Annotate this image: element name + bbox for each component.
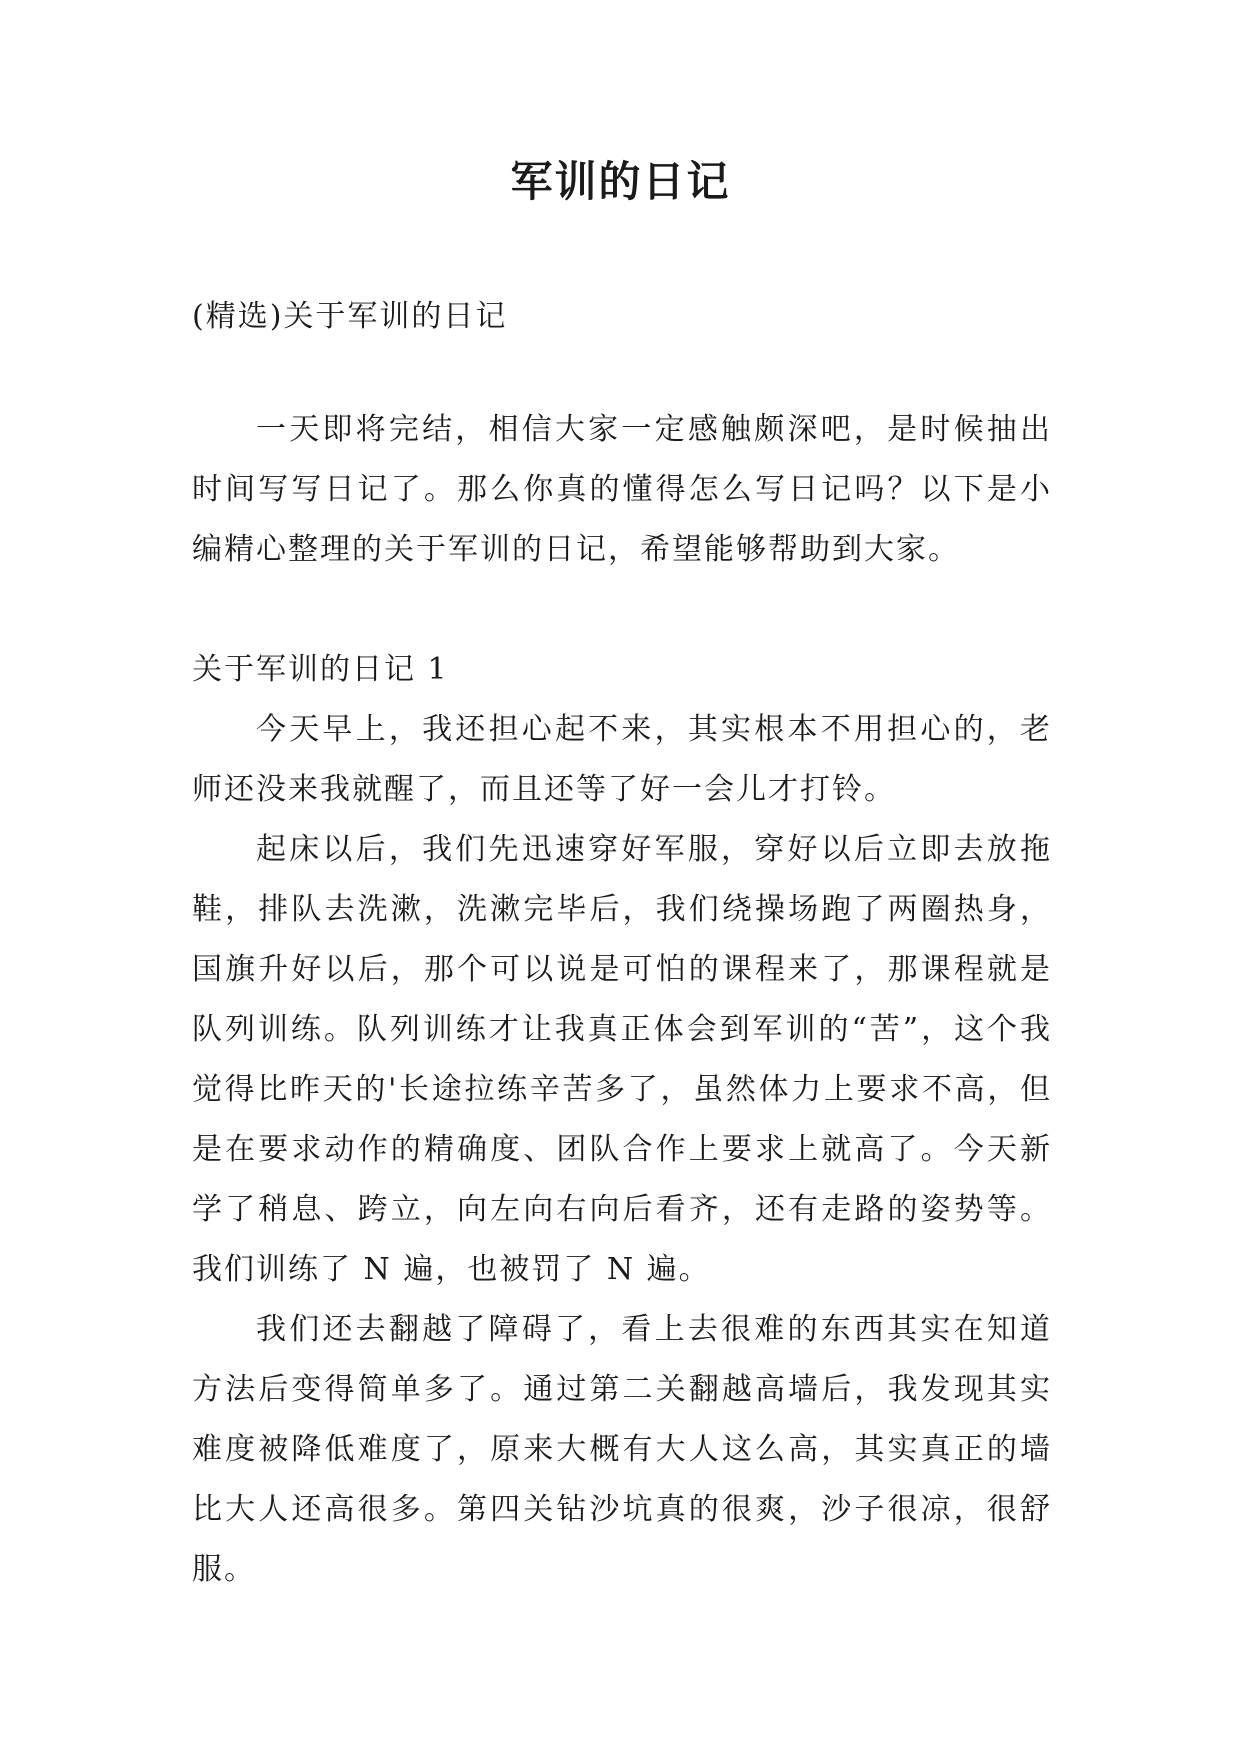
section-heading: 关于军训的日记 1 (192, 652, 449, 687)
diary-section (192, 640, 1052, 1600)
page-title: 军训的日记 (510, 157, 731, 206)
document-subtitle: (精选)关于军训的日记 (192, 299, 508, 334)
body-paragraph: 我们还去翻越了障碍了，看上去很难的东西其实在知道方法后变得简单多了。通过第二关翻越高墙后，我发现其实难度被降低难度了，原来大概有大人这么高，其实真正的墙比大人还高很多。第四关钻沙坑真的很爽，沙子很凉，很舒服。 (192, 1312, 1052, 1587)
body-paragraph: 今天早上，我还担心起不来，其实根本不用担心的，老师还没来我就醒了，而且还等了好一会儿才打铃。 (192, 712, 1052, 807)
body-paragraph: 起床以后，我们先迅速穿好军服，穿好以后立即去放拖鞋，排队去洗漱，洗漱完毕后，我们绕操场跑了两圈热身，国旗升好以后，那个可以说是可怕的课程来了，那课程就是队列训练。队列训练才让我真正体会到军训的“苦”，这个我觉得比昨天的'长途拉练辛苦多了，虽然体力上要求不高，但是在要求动作的精确度、团队合作上要求上就高了。今天新学了稍息、跨立，向左向右向后看齐，还有走路的姿势等。我们训练了 N 遍，也被罚了 N 遍。 (192, 832, 1052, 1287)
intro-paragraph: 一天即将完结，相信大家一定感触颇深吧，是时候抽出时间写写日记了。那么你真的懂得怎么写日记吗？以下是小编精心整理的关于军训的日记，希望能够帮助到大家。 (192, 412, 1052, 567)
